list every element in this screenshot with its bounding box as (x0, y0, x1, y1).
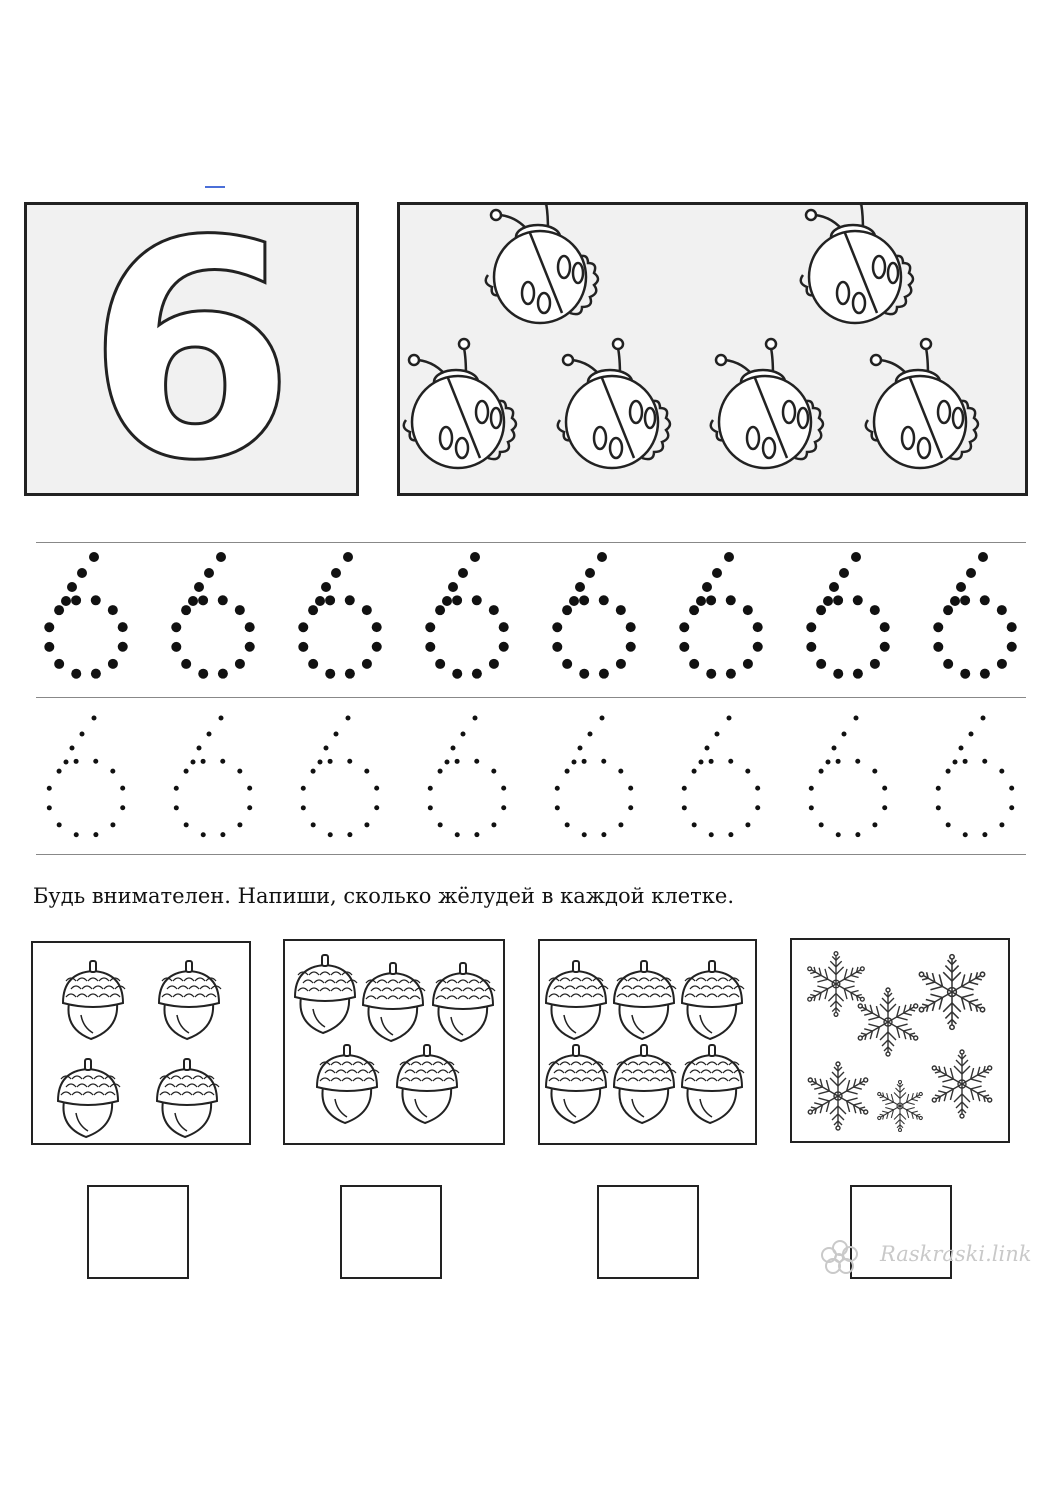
acorn-icon (58, 1059, 120, 1137)
acorn-icon (546, 1045, 608, 1123)
watermark-text: Raskraski.link (880, 1242, 1032, 1266)
answer-box[interactable] (597, 1185, 699, 1279)
acorn-icon (433, 963, 495, 1041)
numeral-six: 6 (86, 205, 296, 493)
trace-digit (298, 552, 381, 679)
ladybug-icon (404, 339, 516, 468)
decorative-mark (205, 186, 225, 188)
acorn-icon (397, 1045, 459, 1123)
acorn-icon (317, 1045, 379, 1123)
trace-digit (428, 716, 506, 838)
acorn-icon (546, 961, 608, 1039)
snowflake-icon (929, 1050, 996, 1118)
ladybug-group (400, 205, 1025, 493)
watermark (818, 1236, 1038, 1280)
answer-box[interactable] (87, 1185, 189, 1279)
count-cell (31, 941, 251, 1145)
answer-box[interactable] (340, 1185, 442, 1279)
numeral-outline (27, 205, 356, 493)
trace-digit (47, 716, 125, 838)
snowflake-icon (875, 1081, 925, 1132)
trace-digit (171, 552, 254, 679)
acorn-icon (614, 1045, 676, 1123)
numeral-panel (24, 202, 359, 496)
acorn-icon (63, 961, 125, 1039)
count-cell (790, 938, 1010, 1143)
acorn-icon (159, 961, 221, 1039)
flower-logo-icon (818, 1236, 874, 1280)
ladybug-icon (711, 339, 823, 468)
acorn-icon (614, 961, 676, 1039)
acorn-icon (157, 1059, 219, 1137)
trace-digit (552, 552, 635, 679)
guide-line (36, 697, 1026, 698)
trace-digit (936, 716, 1014, 838)
count-cell (538, 939, 757, 1145)
instruction-text: Будь внимателен. Напиши, сколько жёлудей в каждой клетке. (33, 884, 735, 908)
snowflake-icon (915, 955, 989, 1030)
ladybug-icon (558, 339, 670, 468)
trace-digit (425, 552, 508, 679)
snowflake-icon (805, 1062, 872, 1130)
trace-digit (555, 716, 633, 838)
ladybug-panel (397, 202, 1028, 496)
acorn-icon (295, 955, 357, 1033)
ladybug-icon (486, 205, 598, 323)
trace-digit (682, 716, 760, 838)
trace-digit (301, 716, 379, 838)
ladybug-icon (801, 205, 913, 323)
acorn-icon (682, 961, 744, 1039)
count-cell (283, 939, 505, 1145)
trace-digit (806, 552, 889, 679)
acorn-icon (363, 963, 425, 1041)
trace-digit (809, 716, 887, 838)
trace-digit (174, 716, 252, 838)
trace-row-light (0, 700, 1050, 850)
guide-line (36, 854, 1026, 855)
trace-digit (44, 552, 127, 679)
trace-digit (933, 552, 1016, 679)
acorn-icon (682, 1045, 744, 1123)
ladybug-icon (866, 339, 978, 468)
trace-digit (679, 552, 762, 679)
trace-row-bold (0, 545, 1050, 695)
guide-line (36, 542, 1026, 543)
